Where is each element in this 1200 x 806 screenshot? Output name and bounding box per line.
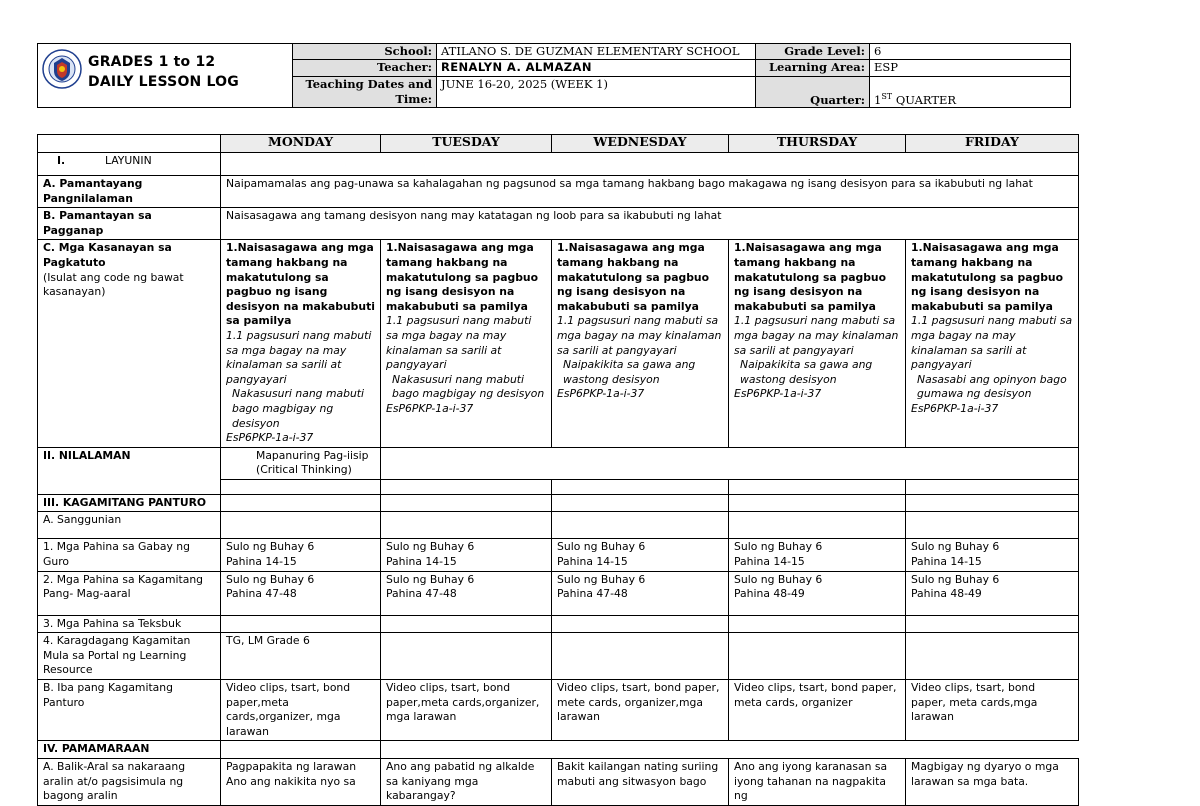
blank-cell — [221, 494, 381, 512]
lm-tuesday: Sulo ng Buhay 6 Pahina 47-48 — [381, 571, 552, 615]
iba-wednesday: Video clips, tsart, bond paper, mete cards, organizer,mga larawan — [552, 680, 729, 741]
day-header-thursday: THURSDAY — [729, 135, 906, 153]
competency-thursday: 1.Naisasagawa ang mga tamang hakbang na makatutulong sa pagbuo ng isang desisyon na makabubuti sa pamilya 1.1 pagsusuri nang mabuti sa mga bagay na may kinalaman sa sarili at pangyayari Naipakikita sa gawa ang wastong desisyon EsP6PKP-1a-i-37 — [729, 240, 906, 447]
gabay-monday: Sulo ng Buhay 6 Pahina 14-15 — [221, 539, 381, 571]
gabay-wednesday: Sulo ng Buhay 6 Pahina 14-15 — [552, 539, 729, 571]
iba-monday: Video clips, tsart, bond paper,meta cards,organizer, mga larawan — [221, 680, 381, 741]
blank-cell — [552, 479, 729, 494]
teksbuk-label: 3. Mga Pahina sa Teksbuk — [38, 615, 221, 633]
teacher-label: Teacher: — [293, 60, 437, 77]
blank-cell — [906, 479, 1079, 494]
learning-area-label: Learning Area: — [756, 60, 870, 77]
gabay-friday: Sulo ng Buhay 6 Pahina 14-15 — [906, 539, 1079, 571]
sanggunian-label: A. Sanggunian — [38, 512, 221, 539]
blank-cell — [906, 615, 1079, 633]
learning-area-value: ESP — [870, 60, 1071, 77]
balik-tuesday: Ano ang pabatid ng alkalde sa kaniyang mga kabarangay? — [381, 759, 552, 806]
blank-cell — [552, 633, 729, 680]
blank-cell — [729, 479, 906, 494]
iba-tuesday: Video clips, tsart, bond paper,meta cards,organizer, mga larawan — [381, 680, 552, 741]
day-header-friday: FRIDAY — [906, 135, 1079, 153]
blank-cell — [381, 615, 552, 633]
balik-aral-label: A. Balik-Aral sa nakaraang aralin at/o pagsisimula ng bagong aralin — [38, 759, 221, 806]
day-header-wednesday: WEDNESDAY — [552, 135, 729, 153]
blank-cell — [381, 741, 1079, 759]
pamantayang-pangnilalaman-label: A. Pamantayang Pangnilalaman — [38, 176, 221, 208]
blank-cell — [729, 512, 906, 539]
competency-tuesday: 1.Naisasagawa ang mga tamang hakbang na makatutulong sa pagbuo ng isang desisyon na makabubuti sa pamilya 1.1 pagsusuri nang mabuti sa mga bagay na may kinalaman sa sarili at pangyayari Nakasusuri nang mabuti bago magbigay ng desisyon EsP6PKP-1a-i-37 — [381, 240, 552, 447]
daily-lesson-table — [37, 134, 1079, 806]
karagdagang-kagamitan-label: 4. Karagdagang Kagamitan Mula sa Portal ng Learning Resource — [38, 633, 221, 680]
balik-thursday: Ano ang iyong karanasan sa iyong tahanan na nagpakita ng — [729, 759, 906, 806]
day-header-tuesday: TUESDAY — [381, 135, 552, 153]
blank-cell — [906, 512, 1079, 539]
teaching-dates-value: JUNE 16-20, 2025 (WEEK 1) — [437, 77, 756, 108]
competency-wednesday: 1.Naisasagawa ang mga tamang hakbang na makatutulong sa pagbuo ng isang desisyon na makabubuti sa pamilya 1.1 pagsusuri nang mabuti sa mga bagay na may kinalaman sa sarili at pangyayari Naipakikita sa gawa ang wastong desisyon EsP6PKP-1a-i-37 — [552, 240, 729, 447]
layunin-blank — [221, 153, 1079, 176]
blank-cell — [221, 615, 381, 633]
quarter-value: 1ST QUARTER — [870, 77, 1071, 108]
kagamitang-panturo-label: III. KAGAMITANG PANTURO — [38, 494, 221, 512]
pamantayang-pangnilalaman-text: Naipamamalas ang pag-unawa sa kahalagahan ng pagsunod sa mga tamang hakbang bago makagawa ng isang desisyon para sa ikabubuti ng lahat — [221, 176, 1079, 208]
blank-cell — [381, 494, 552, 512]
blank-cell — [729, 494, 906, 512]
kagamitang-mag-aaral-label: 2. Mga Pahina sa Kagamitang Pang- Mag-aaral — [38, 571, 221, 615]
school-label: School: — [293, 44, 437, 60]
title-line-2: DAILY LESSON LOG — [88, 73, 239, 90]
gabay-thursday: Sulo ng Buhay 6 Pahina 14-15 — [729, 539, 906, 571]
blank-cell — [552, 512, 729, 539]
blank-cell — [381, 512, 552, 539]
iba-thursday: Video clips, tsart, bond paper, meta cards, organizer — [729, 680, 906, 741]
pamantayan-sa-pagganap-text: Naisasagawa ang tamang desisyon nang may katatagan ng loob para sa ikabubuti ng lahat — [221, 208, 1079, 240]
blank-cell — [552, 494, 729, 512]
blank-cell — [729, 615, 906, 633]
teacher-value: RENALYN A. ALMAZAN — [437, 60, 756, 77]
teaching-dates-label: Teaching Dates and Time: — [293, 77, 437, 108]
lm-monday: Sulo ng Buhay 6 Pahina 47-48 — [221, 571, 381, 615]
blank-cell — [221, 512, 381, 539]
lm-friday: Sulo ng Buhay 6 Pahina 48-49 — [906, 571, 1079, 615]
iba-friday: Video clips, tsart, bond paper, meta cards,mga larawan — [906, 680, 1079, 741]
balik-monday: Pagpapakita ng larawan Ano ang nakikita nyo sa — [221, 759, 381, 806]
competency-friday: 1.Naisasagawa ang mga tamang hakbang na makatutulong sa pagbuo ng isang desisyon na makabubuti sa pamilya 1.1 pagsusuri nang mabuti sa mga bagay na may kinalaman sa sarili at pangyayari Nasasabi ang opinyon bago gumawa ng desisyon EsP6PKP-1a-i-37 — [906, 240, 1079, 447]
section-layunin: I. LAYUNIN — [38, 153, 221, 176]
quarter-label: Quarter: — [756, 77, 870, 108]
title-line-1: GRADES 1 to 12 — [88, 53, 216, 70]
blank-cell — [381, 633, 552, 680]
blank-cell — [381, 479, 552, 494]
balik-friday: Magbigay ng dyaryo o mga larawan sa mga bata. — [906, 759, 1079, 806]
nilalaman-label: II. NILALAMAN — [38, 447, 221, 494]
pamamaraan-label: IV. PAMAMARAAN — [38, 741, 221, 759]
deped-seal-icon — [42, 49, 82, 89]
corner-cell — [38, 135, 221, 153]
blank-cell — [221, 741, 381, 759]
lesson-log-header — [37, 43, 1071, 108]
grade-level-label: Grade Level: — [756, 44, 870, 60]
iba-pang-kagamitan-label: B. Iba pang Kagamitang Panturo — [38, 680, 221, 741]
gabay-tuesday: Sulo ng Buhay 6 Pahina 14-15 — [381, 539, 552, 571]
grade-level-value: 6 — [870, 44, 1071, 60]
day-header-monday: MONDAY — [221, 135, 381, 153]
karagdagang-monday: TG, LM Grade 6 — [221, 633, 381, 680]
blank-cell — [906, 633, 1079, 680]
competency-monday: 1.Naisasagawa ang mga tamang hakbang na makatutulong sa pagbuo ng isang desisyon na makabubuti sa pamilya 1.1 pagsusuri nang mabuti sa mga bagay na may kinalaman sa sarili at pangyayari Nakasusuri nang mabuti bago magbigay ng desisyon EsP6PKP-1a-i-37 — [221, 240, 381, 447]
nilalaman-value: Mapanuring Pag-iisip (Critical Thinking) — [221, 447, 381, 479]
logo-title-cell — [38, 44, 293, 108]
blank-cell — [552, 615, 729, 633]
school-value: ATILANO S. DE GUZMAN ELEMENTARY SCHOOL — [437, 44, 756, 60]
lm-thursday: Sulo ng Buhay 6 Pahina 48-49 — [729, 571, 906, 615]
blank-cell — [729, 633, 906, 680]
lm-wednesday: Sulo ng Buhay 6 Pahina 47-48 — [552, 571, 729, 615]
kasanayan-label: C. Mga Kasanayan sa Pagkatuto (Isulat ang code ng bawat kasanayan) — [38, 240, 221, 447]
blank-cell — [906, 494, 1079, 512]
pamantayan-sa-pagganap-label: B. Pamantayan sa Pagganap — [38, 208, 221, 240]
blank-cell — [221, 479, 381, 494]
nilalaman-blank — [381, 447, 1079, 479]
gabay-ng-guro-label: 1. Mga Pahina sa Gabay ng Guro — [38, 539, 221, 571]
balik-wednesday: Bakit kailangan nating suriing mabuti ang sitwasyon bago — [552, 759, 729, 806]
